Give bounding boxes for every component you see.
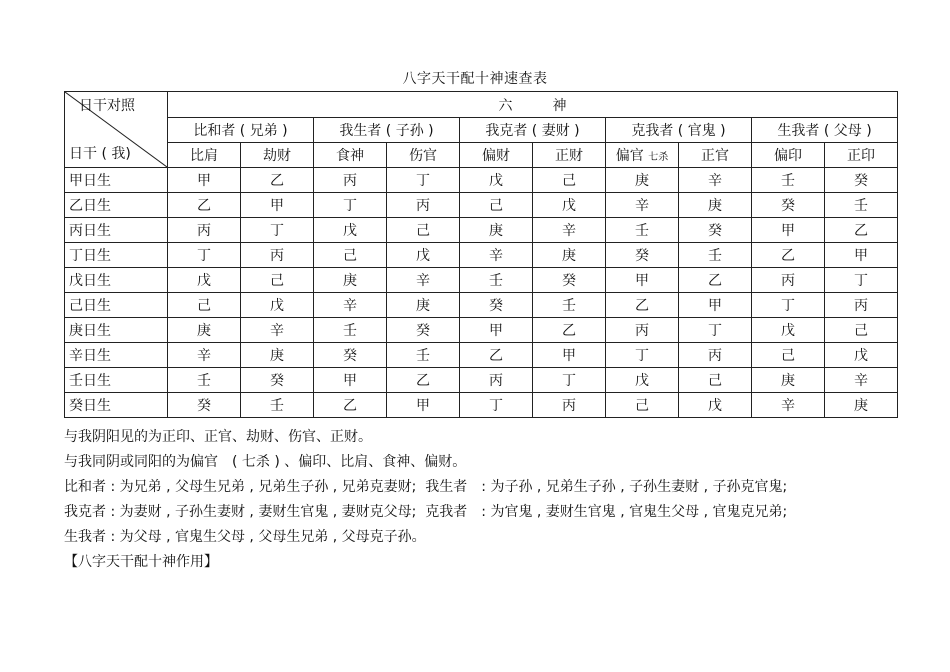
table-cell: 戊: [460, 168, 533, 193]
corner-cell: [65, 92, 168, 168]
table-cell: 己: [241, 268, 314, 293]
row-label: 己日生: [65, 293, 168, 318]
table-cell: 丙: [314, 168, 387, 193]
subheader: 偏财: [460, 143, 533, 168]
table-cell: 辛: [752, 393, 825, 418]
table-cell: 辛: [825, 368, 898, 393]
table-row: [65, 268, 898, 293]
table-cell: 辛: [606, 193, 679, 218]
table-cell: 辛: [533, 218, 606, 243]
table-cell: 丁: [606, 343, 679, 368]
note-line: 比和者 : 为兄弟 , 父母生兄弟 , 兄弟生子孙 , 兄弟克妻财; 我生者 : 为子孙 , 兄弟生子孙 , 子孙生妻财 , 子孙克官鬼;: [64, 479, 788, 495]
table-cell: 乙: [314, 393, 387, 418]
table-cell: 戊: [314, 218, 387, 243]
header-row-sub: [65, 143, 898, 168]
table-row: [65, 243, 898, 268]
table-cell: 甲: [168, 168, 241, 193]
subheader: 劫财: [241, 143, 314, 168]
table-cell: 丙: [387, 193, 460, 218]
table-cell: 甲: [387, 393, 460, 418]
table-cell: 乙: [533, 318, 606, 343]
table-cell: 辛: [241, 318, 314, 343]
ten-gods-table: [64, 91, 898, 418]
table-cell: 乙: [387, 368, 460, 393]
table-cell: 丁: [460, 393, 533, 418]
table-row: [65, 218, 898, 243]
table-cell: 己: [168, 293, 241, 318]
table-cell: 甲: [679, 293, 752, 318]
table-cell: 壬: [606, 218, 679, 243]
table-cell: 戊: [825, 343, 898, 368]
table-cell: 癸: [241, 368, 314, 393]
table-cell: 乙: [460, 343, 533, 368]
table-cell: 丁: [679, 318, 752, 343]
table-cell: 甲: [241, 193, 314, 218]
table-cell: 辛: [679, 168, 752, 193]
group-header: 我生者 ( 子孙 ): [314, 118, 460, 143]
table-cell: 壬: [679, 243, 752, 268]
table-cell: 甲: [314, 368, 387, 393]
note-line: 我克者 : 为妻财 , 子孙生妻财 , 妻财生官鬼 , 妻财克父母; 克我者 : 为官鬼 , 妻财生官鬼 , 官鬼生父母 , 官鬼克兄弟;: [64, 504, 788, 520]
table-cell: 壬: [825, 193, 898, 218]
table-cell: 癸: [387, 318, 460, 343]
table-cell: 庚: [679, 193, 752, 218]
table-row: [65, 343, 898, 368]
row-label: 辛日生: [65, 343, 168, 368]
table-cell: 乙: [752, 243, 825, 268]
table-cell: 庚: [606, 168, 679, 193]
subheader: 正印: [825, 143, 898, 168]
subheader: 比肩: [168, 143, 241, 168]
table-cell: 庚: [241, 343, 314, 368]
table-cell: 丙: [168, 218, 241, 243]
table-cell: 庚: [533, 243, 606, 268]
table-row: [65, 193, 898, 218]
table-cell: 辛: [314, 293, 387, 318]
notes: [64, 425, 787, 575]
table-cell: 丁: [533, 368, 606, 393]
table-cell: 乙: [679, 268, 752, 293]
note-line: 与我阴阳见的为正印、正官、劫财、伤官、正财。: [64, 429, 372, 445]
table-cell: 己: [679, 368, 752, 393]
table-cell: 辛: [168, 343, 241, 368]
table-cell: 庚: [825, 393, 898, 418]
header-row-groups: [65, 118, 898, 143]
table-cell: 己: [606, 393, 679, 418]
table-cell: 壬: [752, 168, 825, 193]
table-cell: 丁: [314, 193, 387, 218]
table-cell: 己: [314, 243, 387, 268]
table-row: [65, 368, 898, 393]
table-cell: 辛: [460, 243, 533, 268]
subheader: 正财: [533, 143, 606, 168]
table-cell: 乙: [825, 218, 898, 243]
table-cell: 甲: [825, 243, 898, 268]
table-cell: 甲: [533, 343, 606, 368]
table-cell: 丁: [168, 243, 241, 268]
table-cell: 丁: [387, 168, 460, 193]
table-cell: 壬: [460, 268, 533, 293]
table-cell: 丁: [825, 268, 898, 293]
group-header: 比和者 ( 兄弟 ): [168, 118, 314, 143]
table-cell: 癸: [533, 268, 606, 293]
table-cell: 壬: [168, 368, 241, 393]
table-row: [65, 168, 898, 193]
note-line: 【八字天干配十神作用】: [64, 554, 218, 570]
table-cell: 壬: [241, 393, 314, 418]
table-cell: 庚: [460, 218, 533, 243]
subheader: 食神: [314, 143, 387, 168]
group-header: 生我者 ( 父母 ): [752, 118, 898, 143]
table-cell: 癸: [825, 168, 898, 193]
corner-top-label: 日干对照: [79, 98, 135, 114]
subheader: 正官: [679, 143, 752, 168]
table-cell: 乙: [168, 193, 241, 218]
table-cell: 壬: [314, 318, 387, 343]
table-cell: 丙: [241, 243, 314, 268]
table-cell: 丁: [241, 218, 314, 243]
table-cell: 癸: [314, 343, 387, 368]
table-cell: 戊: [241, 293, 314, 318]
table-cell: 癸: [606, 243, 679, 268]
subheader: [606, 143, 679, 168]
header-main-label: 六神: [498, 97, 607, 114]
table-cell: 庚: [387, 293, 460, 318]
table-cell: 丙: [533, 393, 606, 418]
table-cell: 乙: [241, 168, 314, 193]
row-label: 庚日生: [65, 318, 168, 343]
table-cell: 戊: [168, 268, 241, 293]
table-cell: 癸: [460, 293, 533, 318]
table-cell: 戊: [533, 193, 606, 218]
table-row: [65, 318, 898, 343]
table-cell: 丁: [752, 293, 825, 318]
table-cell: 庚: [314, 268, 387, 293]
table-cell: 丙: [679, 343, 752, 368]
group-header: 我克者 ( 妻财 ): [460, 118, 606, 143]
table-cell: 乙: [606, 293, 679, 318]
row-label: 丁日生: [65, 243, 168, 268]
row-label: 甲日生: [65, 168, 168, 193]
row-label: 癸日生: [65, 393, 168, 418]
table-cell: 己: [825, 318, 898, 343]
note-line: 与我同阴或同阳的为偏官 ( 七杀 ) 、偏印、比肩、食神、偏财。: [64, 454, 467, 470]
group-header: 克我者 ( 官鬼 ): [606, 118, 752, 143]
table-row: [65, 393, 898, 418]
table-cell: 丙: [460, 368, 533, 393]
note-line: 生我者 : 为父母 , 官鬼生父母 , 父母生兄弟 , 父母克子孙。: [64, 529, 426, 545]
subheader: 偏印: [752, 143, 825, 168]
table-cell: 丙: [606, 318, 679, 343]
table-cell: 己: [533, 168, 606, 193]
table-row: [65, 293, 898, 318]
table-cell: 己: [460, 193, 533, 218]
table-cell: 甲: [460, 318, 533, 343]
table-cell: 甲: [606, 268, 679, 293]
page-title: 八字天干配十神速查表: [402, 71, 548, 87]
subheader-note: 七杀: [648, 152, 669, 163]
header-row-main: [65, 92, 898, 118]
row-label: 乙日生: [65, 193, 168, 218]
table-cell: 辛: [387, 268, 460, 293]
table-cell: 壬: [387, 343, 460, 368]
header-main: [168, 92, 898, 118]
row-label: 戊日生: [65, 268, 168, 293]
subheader-label: 偏官: [615, 148, 644, 164]
table-cell: 癸: [752, 193, 825, 218]
table-cell: 己: [387, 218, 460, 243]
table-cell: 戊: [387, 243, 460, 268]
row-label: 丙日生: [65, 218, 168, 243]
table-cell: 戊: [606, 368, 679, 393]
table-cell: 戊: [679, 393, 752, 418]
table-cell: 庚: [168, 318, 241, 343]
corner-bottom-label: 日干 ( 我): [69, 146, 131, 162]
table-cell: 壬: [533, 293, 606, 318]
table-cell: 丙: [752, 268, 825, 293]
row-label: 壬日生: [65, 368, 168, 393]
table-cell: 庚: [752, 368, 825, 393]
table-cell: 丙: [825, 293, 898, 318]
table-cell: 戊: [752, 318, 825, 343]
table-cell: 癸: [168, 393, 241, 418]
table-cell: 己: [752, 343, 825, 368]
table-cell: 甲: [752, 218, 825, 243]
subheader: 伤官: [387, 143, 460, 168]
table-cell: 癸: [679, 218, 752, 243]
